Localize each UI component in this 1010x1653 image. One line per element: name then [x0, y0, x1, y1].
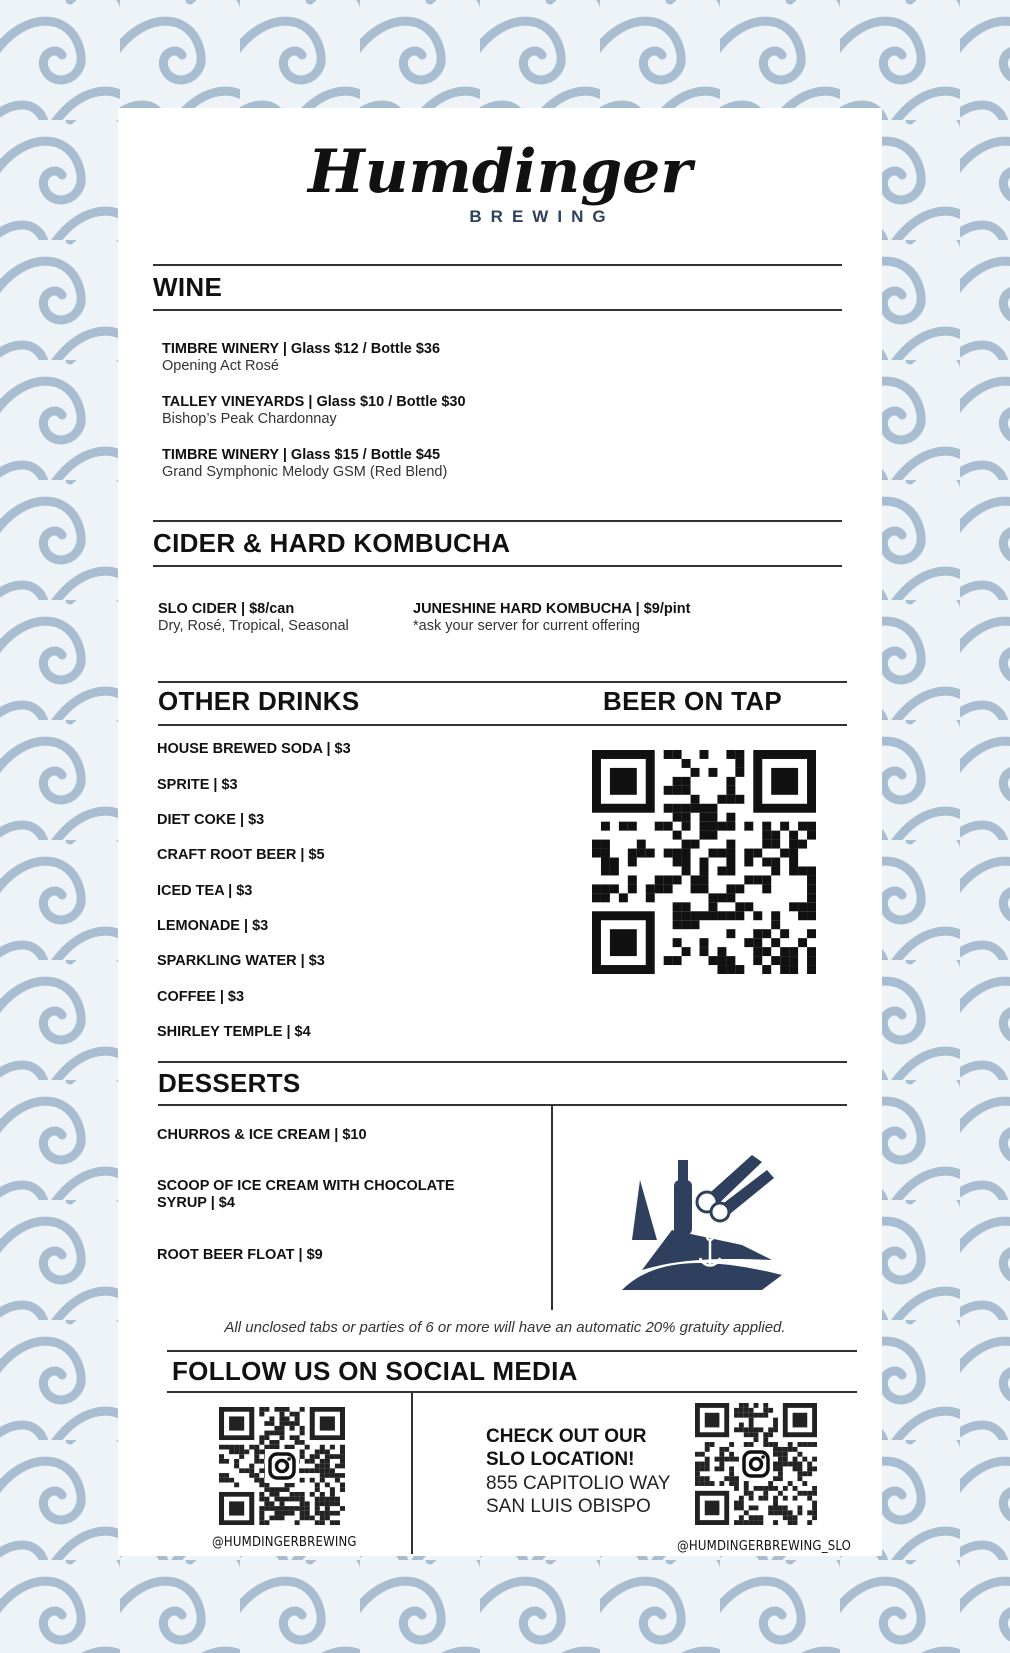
- qr-code-icon[interactable]: [592, 750, 816, 974]
- divider: [158, 724, 847, 726]
- wine-item-desc: Bishop’s Peak Chardonnay: [162, 411, 337, 427]
- gratuity-note: All unclosed tabs or parties of 6 or more will have an automatic 20% gratuity applied.: [224, 1319, 786, 1336]
- ship-anchor-icon: [612, 1140, 792, 1300]
- divider: [153, 309, 842, 311]
- dessert-item: SYRUP | $4: [157, 1195, 235, 1211]
- kombucha-item-desc: *ask your server for current offering: [413, 618, 640, 634]
- wine-title: WINE: [153, 272, 223, 302]
- beer-on-tap-title: BEER ON TAP: [603, 686, 783, 716]
- cider-title: CIDER & HARD KOMBUCHA: [153, 528, 511, 558]
- drink-item: LEMONADE | $3: [157, 918, 269, 934]
- slo-callout: CHECK OUT OUR: [486, 1426, 647, 1447]
- instagram-qr-code[interactable]: [219, 1407, 345, 1525]
- drink-item: SPRITE | $3: [157, 777, 238, 793]
- divider: [158, 1104, 847, 1106]
- divider: [167, 1350, 857, 1352]
- instagram-slo-qr-code[interactable]: [695, 1403, 817, 1525]
- divider: [167, 1391, 857, 1393]
- drink-item: DIET COKE | $3: [157, 812, 265, 828]
- desserts-title: DESSERTS: [158, 1068, 301, 1098]
- instagram-icon: [265, 1449, 299, 1483]
- wine-item-desc: Grand Symphonic Melody GSM (Red Blend): [162, 464, 448, 480]
- wine-item-title: TIMBRE WINERY | Glass $12 / Bottle $36: [162, 341, 441, 357]
- slo-callout: SLO LOCATION!: [486, 1449, 635, 1470]
- wine-item-title: TALLEY VINEYARDS | Glass $10 / Bottle $30: [162, 394, 466, 410]
- svg-text:Humdinger: Humdinger: [308, 137, 692, 207]
- dessert-item: SCOOP OF ICE CREAM WITH CHOCOLATE: [157, 1178, 455, 1194]
- divider: [551, 1105, 553, 1310]
- slo-city: SAN LUIS OBISPO: [486, 1496, 651, 1517]
- drink-item: ICED TEA | $3: [157, 883, 253, 899]
- other-drinks-title: OTHER DRINKS: [158, 686, 360, 716]
- wine-item-desc: Opening Act Rosé: [162, 358, 279, 374]
- divider: [158, 681, 847, 683]
- divider: [153, 520, 842, 522]
- instagram-handle[interactable]: @HUMDINGERBREWING_SLO: [677, 1539, 852, 1554]
- dessert-item: ROOT BEER FLOAT | $9: [157, 1247, 323, 1263]
- drink-item: HOUSE BREWED SODA | $3: [157, 741, 351, 757]
- drink-item: COFFEE | $3: [157, 989, 245, 1005]
- divider: [153, 264, 842, 266]
- kombucha-item-title: JUNESHINE HARD KOMBUCHA | $9/pint: [413, 601, 691, 617]
- dessert-item: CHURROS & ICE CREAM | $10: [157, 1127, 367, 1143]
- svg-text:BREWING: BREWING: [469, 207, 615, 226]
- social-title: FOLLOW US ON SOCIAL MEDIA: [172, 1356, 578, 1386]
- instagram-handle[interactable]: @HUMDINGERBREWING: [212, 1535, 357, 1550]
- drink-item: SHIRLEY TEMPLE | $4: [157, 1024, 311, 1040]
- cider-item-desc: Dry, Rosé, Tropical, Seasonal: [158, 618, 349, 634]
- cider-item-title: SLO CIDER | $8/can: [158, 601, 295, 617]
- slo-address: 855 CAPITOLIO WAY: [486, 1473, 671, 1494]
- drink-item: SPARKLING WATER | $3: [157, 953, 325, 969]
- wine-item-title: TIMBRE WINERY | Glass $15 / Bottle $45: [162, 447, 441, 463]
- divider: [153, 565, 842, 567]
- instagram-icon: [739, 1447, 773, 1481]
- divider: [411, 1392, 413, 1554]
- drink-item: CRAFT ROOT BEER | $5: [157, 847, 325, 863]
- divider: [158, 1061, 847, 1063]
